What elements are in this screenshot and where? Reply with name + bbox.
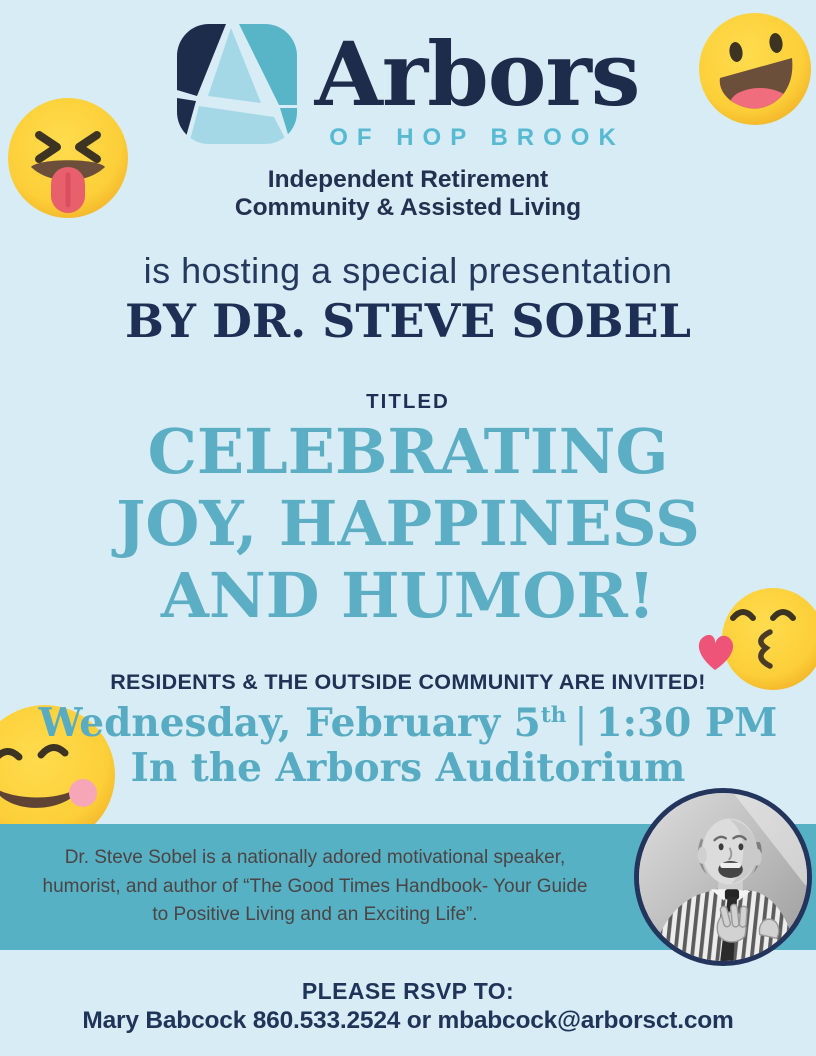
bio-line3: to Positive Living and an Exciting Life”.	[152, 904, 478, 925]
event-title	[0, 416, 816, 632]
brand-subtitle: OF HOP BROOK	[329, 124, 625, 151]
invitation-line: RESIDENTS & THE OUTSIDE COMMUNITY ARE INVITED!	[110, 670, 706, 694]
brand-name: Arbors	[314, 22, 640, 126]
logo-wordmark	[315, 24, 640, 152]
event-date-time	[0, 694, 816, 746]
rsvp-heading: PLEASE RSVP TO:	[301, 978, 515, 1004]
titled-label: TITLED	[366, 390, 450, 413]
bio-line1: Dr. Steve Sobel is a nationally adored motivational speaker,	[64, 847, 566, 868]
event-title-line3: AND HUMOR!	[160, 559, 656, 632]
tagline-line1: Independent Retirement	[267, 166, 549, 193]
presentation-intro	[0, 250, 816, 348]
date-time-separator: |	[574, 701, 588, 746]
speaker-portrait-photo	[634, 788, 812, 966]
event-datetime-location	[0, 694, 816, 790]
event-title-line1: CELEBRATING	[147, 415, 669, 488]
logo-header	[0, 24, 816, 152]
rsvp-block	[0, 978, 816, 1035]
event-time: 1:30 PM	[595, 700, 778, 746]
date-ordinal: th	[540, 703, 567, 728]
rsvp-contact: Mary Babcock 860.533.2524 or mbabcock@arborsct.com	[82, 1007, 734, 1034]
event-location: In the Arbors Auditorium	[130, 745, 686, 791]
bio-line2: humorist, and author of “The Good Times Handbook- Your Guide	[42, 875, 588, 897]
event-title-line2: JOY, HAPPINESS	[116, 487, 700, 560]
speaker-bio-text	[10, 844, 620, 930]
arbors-a-logo-icon	[177, 24, 297, 144]
event-date: Wednesday, February 5	[38, 700, 541, 746]
tagline-line2: Community & Assisted Living	[234, 194, 582, 221]
community-tagline	[0, 166, 816, 222]
intro-line: is hosting a special presentation	[143, 250, 673, 291]
presenter-name: BY DR. STEVE SOBEL	[125, 294, 691, 348]
